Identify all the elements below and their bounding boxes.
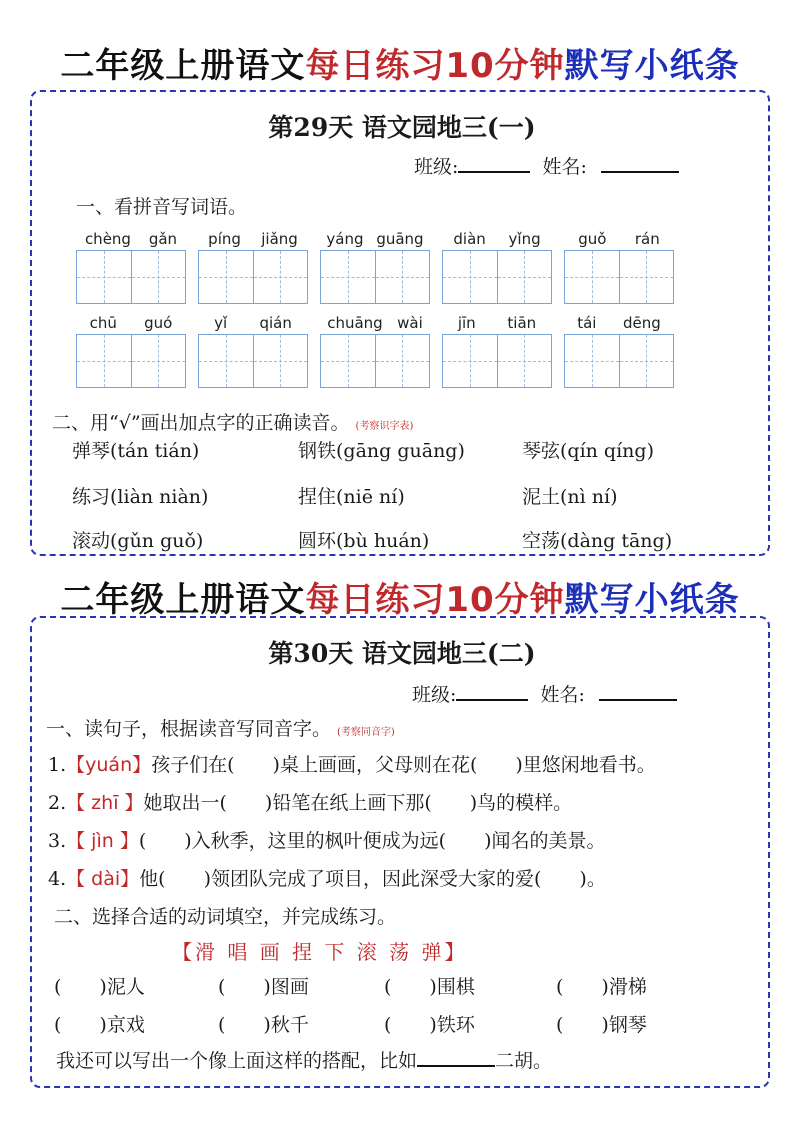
banner-grade: 二年级上册语文 <box>60 46 306 86</box>
name-label: 姓名: <box>540 684 585 706</box>
reading-item[interactable]: 泥土(nì ní) <box>522 486 618 508</box>
verb-fill-item[interactable]: ( )围棋 <box>384 976 475 998</box>
writing-cell[interactable] <box>253 251 308 303</box>
pinyin-label <box>442 314 552 332</box>
writing-cell[interactable] <box>199 335 253 387</box>
sentence-text[interactable]: ( )入秋季，这里的枫叶便成为远( )闻名的美景。 <box>138 830 606 852</box>
reading-item[interactable]: 捏住(niē ní) <box>298 486 405 508</box>
writing-cell[interactable] <box>321 335 375 387</box>
verb-fill-item[interactable]: ( )滑梯 <box>556 976 647 998</box>
pinyin-syllable: yǐng <box>508 230 541 248</box>
pinyin-tag: 【 dài】 <box>66 868 140 890</box>
sentence-row <box>48 864 606 891</box>
pinyin-tag: 【yuán】 <box>66 754 152 776</box>
pinyin-label <box>198 314 308 332</box>
writing-cell[interactable] <box>565 251 619 303</box>
banner-note: 默写小纸条 <box>564 580 740 620</box>
verb-fill-item[interactable]: ( )京戏 <box>54 1014 145 1036</box>
pinyin-syllable: jiǎng <box>261 230 298 248</box>
writing-cell[interactable] <box>619 335 674 387</box>
pinyin-syllable: rán <box>634 230 660 248</box>
pinyin-syllable: chuāng <box>327 314 383 332</box>
pinyin-syllable: dēng <box>622 314 661 332</box>
pinyin-syllable: guāng <box>376 230 424 248</box>
last-line-suffix: 二胡。 <box>495 1050 553 1072</box>
verb-fill-item[interactable]: ( )泥人 <box>54 976 145 998</box>
section2-text: 二、用“√”画出加点字的正确读音。 <box>52 412 350 434</box>
pinyin-syllable: guǒ <box>578 230 607 248</box>
name-field[interactable] <box>599 697 677 701</box>
day30-section2-heading: 二、选择合适的动词填空，并完成练习。 <box>54 906 397 928</box>
writing-cell[interactable] <box>497 251 552 303</box>
pinyin-label <box>198 230 308 248</box>
class-field[interactable] <box>458 169 530 173</box>
sentence-text[interactable]: 孩子们在( )桌上画画，父母则在花( )里悠闲地看书。 <box>151 754 656 776</box>
verb-fill-item[interactable]: ( )钢琴 <box>556 1014 647 1036</box>
section1-text: 一、读句子，根据读音写同音字。 <box>46 718 332 740</box>
banner-practice: 每日练习10分钟 <box>305 580 565 620</box>
header-banner-2 <box>0 572 800 621</box>
day29-meta <box>414 152 679 179</box>
banner-practice: 每日练习10分钟 <box>305 46 565 86</box>
reading-item[interactable]: 琴弦(qín qíng) <box>522 440 654 462</box>
pinyin-label <box>564 230 674 248</box>
reading-item[interactable]: 圆环(bù huán) <box>298 530 430 552</box>
writing-cell[interactable] <box>443 335 497 387</box>
day30-section1-heading <box>46 714 395 741</box>
sentence-number: 4. <box>48 868 67 890</box>
writing-grid[interactable] <box>320 250 430 304</box>
pinyin-syllable: guó <box>144 314 173 332</box>
writing-cell[interactable] <box>619 251 674 303</box>
writing-cell[interactable] <box>77 335 131 387</box>
writing-cell[interactable] <box>321 251 375 303</box>
sentence-text[interactable]: 他( )领团队完成了项目，因此深受大家的爱( )。 <box>139 868 606 890</box>
pinyin-syllable: píng <box>208 230 241 248</box>
writing-cell[interactable] <box>253 335 308 387</box>
reading-item[interactable]: 弹琴(tán tián) <box>72 440 200 462</box>
writing-grid[interactable] <box>76 334 186 388</box>
section2-note: (考察识字表) <box>355 420 414 432</box>
writing-grid[interactable] <box>442 334 552 388</box>
pinyin-label <box>564 314 674 332</box>
name-field[interactable] <box>601 169 679 173</box>
pinyin-label <box>76 230 186 248</box>
pinyin-syllable: yáng <box>326 230 364 248</box>
sentence-number: 3. <box>48 830 67 852</box>
name-label: 姓名: <box>542 156 587 178</box>
pinyin-label <box>76 314 186 332</box>
sentence-row <box>48 788 572 815</box>
class-label: 班级: <box>414 156 459 178</box>
writing-grid[interactable] <box>442 250 552 304</box>
day30-panel <box>30 616 770 1088</box>
sentence-row <box>48 750 656 777</box>
day29-section1-heading: 一、看拼音写词语。 <box>76 196 248 218</box>
writing-grid[interactable] <box>564 334 674 388</box>
sentence-text[interactable]: 她取出一( )铅笔在纸上画下那( )鸟的模样。 <box>143 792 573 814</box>
class-field[interactable] <box>456 697 528 701</box>
writing-cell[interactable] <box>131 335 186 387</box>
day30-meta <box>412 680 677 707</box>
writing-grid[interactable] <box>320 334 430 388</box>
last-line <box>56 1046 552 1073</box>
pinyin-syllable: qián <box>259 314 292 332</box>
pinyin-label <box>320 314 430 332</box>
banner-note: 默写小纸条 <box>564 46 740 86</box>
pinyin-syllable: yǐ <box>214 314 228 332</box>
header-banner <box>0 38 800 87</box>
day29-panel <box>30 90 770 556</box>
writing-cell[interactable] <box>199 251 253 303</box>
class-label: 班级: <box>412 684 457 706</box>
reading-item[interactable]: 滚动(gǔn guǒ) <box>72 530 204 552</box>
pinyin-label <box>320 230 430 248</box>
verb-fill-item[interactable]: ( )秋千 <box>218 1014 309 1036</box>
pinyin-syllable: diàn <box>453 230 486 248</box>
writing-cell[interactable] <box>443 251 497 303</box>
banner-grade: 二年级上册语文 <box>60 580 306 620</box>
section1-note: (考察同音字) <box>337 726 395 738</box>
reading-item[interactable]: 空荡(dàng tāng) <box>522 530 673 552</box>
verb-fill-item[interactable]: ( )铁环 <box>384 1014 475 1036</box>
reading-item[interactable]: 练习(liàn niàn) <box>72 486 209 508</box>
verb-choices: 【滑 唱 画 捏 下 滚 荡 弹】 <box>172 940 468 964</box>
pinyin-tag: 【 zhī 】 <box>66 792 144 814</box>
writing-grid[interactable] <box>76 250 186 304</box>
writing-grid[interactable] <box>564 250 674 304</box>
sentence-row <box>48 826 605 853</box>
pinyin-syllable: wài <box>397 314 423 332</box>
day29-title: 第29天 语文园地三(一) <box>268 113 536 142</box>
writing-cell[interactable] <box>565 335 619 387</box>
writing-cell[interactable] <box>375 251 430 303</box>
day29-section2-heading <box>52 408 413 435</box>
pinyin-syllable: jīn <box>457 314 476 332</box>
pinyin-syllable: tiān <box>507 314 537 332</box>
last-line-prefix: 我还可以写出一个像上面这样的搭配，比如 <box>56 1050 418 1072</box>
reading-item[interactable]: 钢铁(gāng guāng) <box>298 440 465 462</box>
verb-fill-item[interactable]: ( )图画 <box>218 976 309 998</box>
pinyin-syllable: gǎn <box>148 230 178 248</box>
writing-grid[interactable] <box>198 250 308 304</box>
writing-grid[interactable] <box>198 334 308 388</box>
pinyin-label <box>442 230 552 248</box>
sentence-number: 1. <box>48 754 67 776</box>
writing-cell[interactable] <box>375 335 430 387</box>
pinyin-syllable: chū <box>89 314 117 332</box>
writing-cell[interactable] <box>131 251 186 303</box>
pinyin-syllable: tái <box>577 314 597 332</box>
writing-cell[interactable] <box>497 335 552 387</box>
pinyin-tag: 【 jìn 】 <box>66 830 139 852</box>
day30-title: 第30天 语文园地三(二) <box>268 639 536 668</box>
sentence-number: 2. <box>48 792 67 814</box>
writing-cell[interactable] <box>77 251 131 303</box>
pinyin-syllable: chèng <box>84 230 131 248</box>
last-line-blank[interactable] <box>417 1063 495 1067</box>
